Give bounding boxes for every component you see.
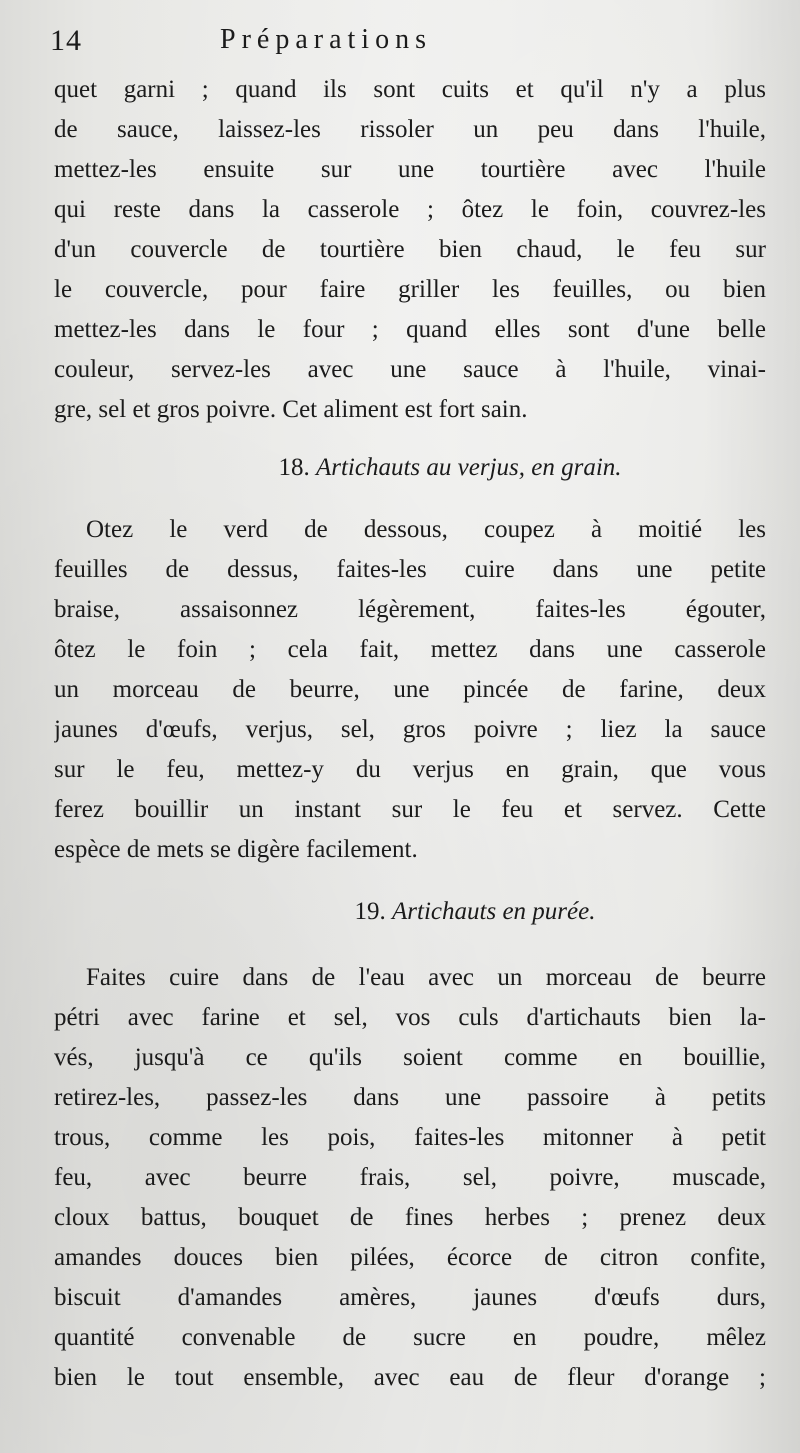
text-line: quantité convenable de sucre en poudre, mêlez [54,1324,766,1351]
section-18-paragraph [54,510,766,870]
continued-paragraph [54,70,766,430]
section-heading-18 [54,448,766,488]
text-line: d'un couvercle de tourtière bien chaud, le feu sur [54,236,766,263]
text-line: le couvercle, pour faire griller les feuilles, ou bien [54,276,766,303]
section-19-paragraph [54,958,766,1398]
text-line: mettez-les dans le four ; quand elles sont d'une belle [54,316,766,343]
text-line: couleur, servez-les avec une sauce à l'huile, vinai- [54,356,766,383]
text-line: feuilles de dessus, faites-les cuire dans une petite [54,556,766,583]
text-line: bien le tout ensemble, avec eau de fleur d'orange ; [54,1364,766,1391]
running-title: Préparations [220,24,432,55]
text-line: vés, jusqu'à ce qu'ils soient comme en bouillie, [54,1044,766,1071]
text-line: espèce de mets se digère facilement. [54,836,418,863]
text-line: qui reste dans la casserole ; ôtez le foin, couvrez-les [54,196,766,223]
text-line: ôtez le foin ; cela fait, mettez dans une casserole [54,636,766,663]
text-line: retirez-les, passez-les dans une passoire à petits [54,1084,766,1111]
text-line: quet garni ; quand ils sont cuits et qu'il n'y a plus [54,76,766,103]
section-heading-19 [54,892,766,932]
text-line: braise, assaisonnez légèrement, faites-les égouter, [54,596,766,623]
text-line: trous, comme les pois, faites-les mitonner à petit [54,1124,766,1151]
section-number: 19. [354,898,386,925]
text-line: gre, sel et gros poivre. Cet aliment est fort sain. [54,396,528,423]
text-line: pétri avec farine et sel, vos culs d'artichauts bien la- [54,1004,766,1031]
section-title: Artichauts au verjus, en grain. [315,454,622,481]
text-line: sur le feu, mettez-y du verjus en grain, que vous [54,756,766,783]
page-text [54,70,766,1398]
section-number: 18. [278,454,310,481]
text-line: jaunes d'œufs, verjus, sel, gros poivre ; liez la sauce [54,716,766,743]
text-line: biscuit d'amandes amères, jaunes d'œufs durs, [54,1284,766,1311]
section-title: Artichauts en purée. [392,898,596,925]
text-line: feu, avec beurre frais, sel, poivre, muscade, [54,1164,766,1191]
page-number: 14 [50,24,82,57]
text-line: Faites cuire dans de l'eau avec un morceau de beurre [86,964,766,991]
text-line: ferez bouillir un instant sur le feu et servez. Cette [54,796,766,823]
text-line: mettez-les ensuite sur une tourtière avec l'huile [54,156,766,183]
text-line: un morceau de beurre, une pincée de farine, deux [54,676,766,703]
text-line: Otez le verd de dessous, coupez à moitié les [86,516,766,543]
page-header [50,22,760,66]
text-line: cloux battus, bouquet de fines herbes ; prenez deux [54,1204,766,1231]
text-line: de sauce, laissez-les rissoler un peu dans l'huile, [54,116,766,143]
text-line: amandes douces bien pilées, écorce de citron confite, [54,1244,766,1271]
